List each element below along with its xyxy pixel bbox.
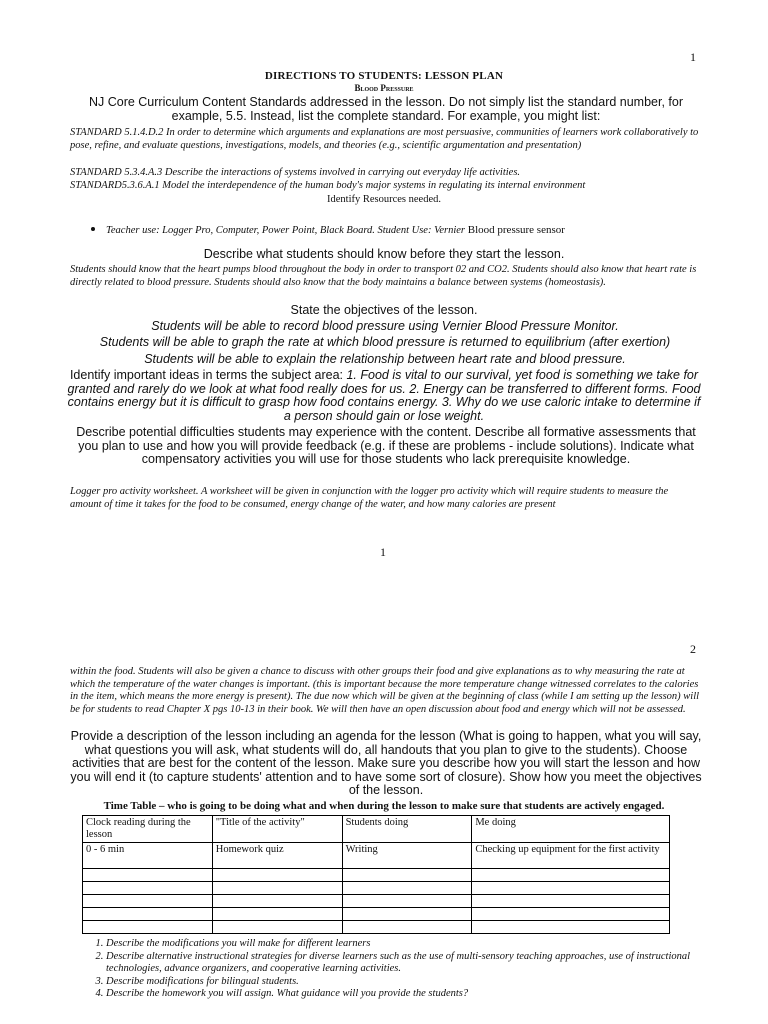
know-text: Students should know that the heart pumps blood throughout the body in order to transport 02 and CO2. Students should also know that heart rate is directly related to blood pressure. Students should also know that the body maintains a balance between systems (homeostasis). bbox=[70, 264, 697, 288]
resources-heading: Identify Resources needed. bbox=[327, 194, 441, 205]
table-cell: Checking up equipment for the first activity bbox=[472, 843, 670, 869]
difficulties-text: Logger pro activity worksheet. A worksheet will be given in conjunction with the logger pro activity which will require students to measure the amount of time it takes for the food to be consumed, energy change of the water, and how many calories are present bbox=[70, 486, 669, 510]
table-row bbox=[83, 882, 670, 895]
ideas-lead: Identify important ideas in terms the subject area: bbox=[69, 368, 347, 382]
table-cell bbox=[342, 869, 472, 882]
resources-item bbox=[106, 220, 706, 238]
modification-item: 3. Describe modifications for bilingual students. bbox=[106, 976, 704, 989]
important-ideas bbox=[66, 369, 702, 423]
table-row bbox=[83, 843, 670, 869]
ideas-text: 1. Food is vital to our survival, yet food is something we take for granted and rarely do we look at what food really does for us. 2. Energy can be transferred to different forms. Food contains energy but it is difficult to grasp how food contains energy. 3. Why do we use caloric intake to determine if a person should gain or lose weight. bbox=[67, 368, 701, 423]
standard-2: STANDARD 5.3.4.A.3 Describe the interactions of systems involved in carrying out everyday life activities. bbox=[70, 167, 521, 178]
table-cell: Homework quiz bbox=[212, 843, 342, 869]
table-cell bbox=[472, 882, 670, 895]
objective-1: Students will be able to record blood pressure using Vernier Blood Pressure Monitor. bbox=[151, 319, 619, 333]
objective-3: Students will be able to explain the relationship between heart rate and blood pressure. bbox=[144, 352, 626, 366]
table-cell bbox=[83, 869, 213, 882]
document-subtitle: Blood Pressure bbox=[354, 83, 414, 93]
modifications-list bbox=[84, 938, 704, 1001]
table-cell bbox=[472, 908, 670, 921]
table-cell bbox=[212, 882, 342, 895]
time-table bbox=[82, 815, 670, 934]
table-cell bbox=[342, 882, 472, 895]
table-cell: Writing bbox=[342, 843, 472, 869]
resources-list bbox=[86, 220, 706, 238]
table-cell bbox=[342, 921, 472, 934]
standard-3: STANDARD5.3.6.A.1 Model the interdependence of the human body's major systems in regulating its internal environment bbox=[70, 180, 586, 191]
modification-item: 2. Describe alternative instructional strategies for diverse learners such as the use of multi-sensory teaching approaches, use of instructional technologies, advance organizers, and cooperative learning activities. bbox=[106, 951, 704, 976]
table-row bbox=[83, 908, 670, 921]
difficulties-heading: Describe potential difficulties students may experience with the content. Describe all formative assessments that you plan to use and how you will provide feedback (e.g. if these are problems - include solutions). Indicate what compensatory activities you will use for those students who lack prerequisite knowledge. bbox=[76, 425, 696, 466]
table-cell bbox=[212, 921, 342, 934]
timetable-heading: Time Table – who is going to be doing what and when during the lesson to make sure that students are actively engaged. bbox=[103, 800, 665, 812]
standard-1: STANDARD 5.1.4.D.2 In order to determine which arguments and explanations are most persuasive, communities of learners work collaboratively to pose, refine, and evaluate questions, investigations, models, and theories (e.g., scientific argumentation and presentation) bbox=[70, 127, 699, 151]
continued-text: within the food. Students will also be given a chance to discuss with other groups their food and give explanations as to why measuring the rate at which the temperature of the water changes is important. (this is important because the more temperature change witnessed correlates to the calories in the item, which means the more energy is present). The due now which will be given at the beginning of class (while I am setting up the lesson) will be for students to read Chapter X pgs 10-13 in their book. We will then have an open discussion about food and energy which will not be assessed. bbox=[70, 666, 700, 715]
standards-intro: NJ Core Curriculum Content Standards addressed in the lesson. Do not simply list the standard number, for example, 5.5. Instead, list the complete standard. For example, you might list: bbox=[88, 95, 684, 123]
table-header-row bbox=[83, 816, 670, 843]
table-row bbox=[83, 895, 670, 908]
description-heading: Provide a description of the lesson including an agenda for the lesson (What is going to happen, what you will say, what questions you will ask, what students will do, all handouts that you plan to give to the students). Choose activities that are best for the content of the lesson. Make sure you describe how you will start the lesson and how you will end it (to capture students' attention and to have some sort of closure). Show how you meet the objectives of the lesson. bbox=[70, 729, 702, 797]
table-cell: 0 - 6 min bbox=[83, 843, 213, 869]
table-cell bbox=[83, 882, 213, 895]
table-cell bbox=[83, 908, 213, 921]
modification-item: 4. Describe the homework you will assign. What guidance will you provide the students? bbox=[106, 988, 704, 1001]
table-cell bbox=[472, 921, 670, 934]
table-header-cell: Me doing bbox=[472, 816, 670, 843]
table-cell bbox=[83, 895, 213, 908]
document-title: DIRECTIONS TO STUDENTS: LESSON PLAN bbox=[264, 70, 504, 82]
page-number: 1 bbox=[690, 50, 696, 64]
table-cell bbox=[472, 895, 670, 908]
know-heading: Describe what students should know before they start the lesson. bbox=[203, 247, 565, 261]
modification-item: 1. Describe the modifications you will make for different learners bbox=[106, 938, 704, 951]
objective-2: Students will be able to graph the rate at which blood pressure is returned to equilibrium (after exertion) bbox=[99, 335, 671, 349]
table-cell bbox=[83, 921, 213, 934]
table-cell bbox=[212, 908, 342, 921]
table-header-cell: Clock reading during the lesson bbox=[83, 816, 213, 843]
table-row bbox=[83, 869, 670, 882]
table-cell bbox=[342, 895, 472, 908]
table-cell bbox=[212, 869, 342, 882]
table-cell bbox=[342, 908, 472, 921]
table-row bbox=[83, 921, 670, 934]
page-number-footer: 1 bbox=[380, 545, 386, 559]
table-header-cell: "Title of the activity" bbox=[212, 816, 342, 843]
resources-item-sensor: Blood pressure sensor bbox=[465, 224, 565, 236]
table-cell bbox=[212, 895, 342, 908]
table-cell bbox=[472, 869, 670, 882]
table-header-cell: Students doing bbox=[342, 816, 472, 843]
page-number: 2 bbox=[690, 642, 696, 656]
objectives-heading: State the objectives of the lesson. bbox=[290, 303, 478, 317]
resources-item-teacher: Teacher use: Logger Pro, Computer, Power Point, Black Board. Student Use: Vernier bbox=[106, 225, 465, 236]
